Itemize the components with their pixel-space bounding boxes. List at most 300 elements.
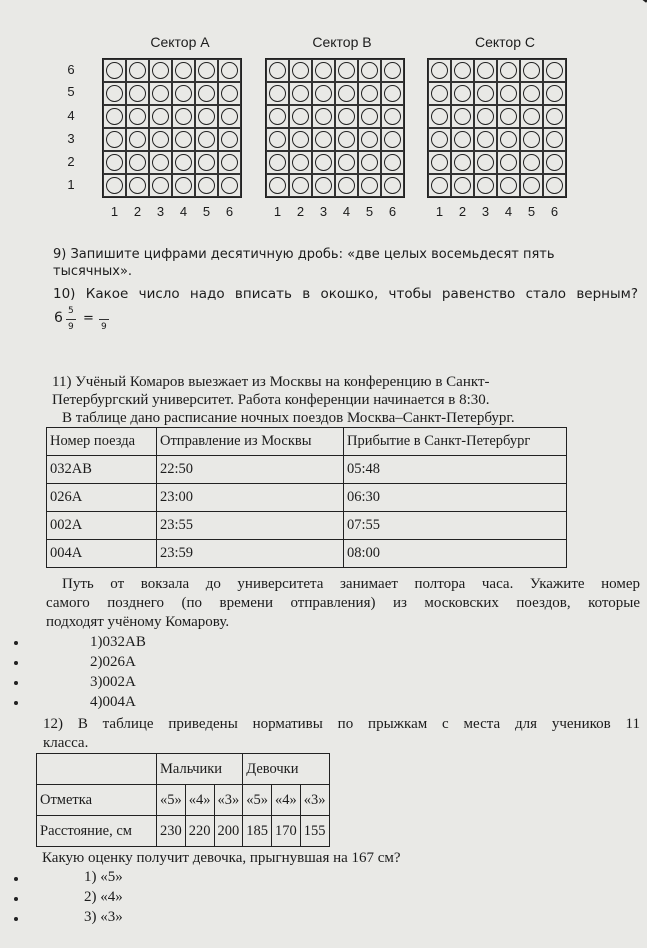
circle-icon <box>500 131 517 148</box>
page-corner-shadow <box>559 0 647 3</box>
mark-cell: «3» <box>300 785 329 816</box>
col-label: 3 <box>319 204 328 219</box>
circle-icon <box>315 154 332 171</box>
header-departure: Отправление из Москвы <box>157 428 344 456</box>
seat-cell <box>149 59 172 82</box>
q11-text-line3: В таблице дано расписание ночных поездов Москва–Санкт-Петербург. <box>62 410 515 426</box>
circle-icon <box>269 108 286 125</box>
departure-time: 23:55 <box>157 512 344 540</box>
circle-icon <box>198 177 215 194</box>
seat-cell <box>520 59 543 82</box>
circle-icon <box>338 177 355 194</box>
row-label-5: 5 <box>67 84 75 99</box>
table-header-row <box>47 428 567 456</box>
col-label: 2 <box>458 204 467 219</box>
seat-cell <box>381 128 404 151</box>
seat-cell <box>358 174 381 197</box>
circle-icon <box>129 108 146 125</box>
circle-icon <box>292 131 309 148</box>
row-label-3: 3 <box>67 131 75 146</box>
circle-icon <box>361 62 378 79</box>
seat-cell <box>335 128 358 151</box>
circle-icon <box>384 177 401 194</box>
seat-cell <box>451 174 474 197</box>
seat-cell <box>103 174 126 197</box>
circle-icon <box>315 177 332 194</box>
seat-cell <box>289 59 312 82</box>
seat-cell <box>312 59 335 82</box>
circle-icon <box>152 131 169 148</box>
seat-cell <box>312 82 335 105</box>
circle-icon <box>546 131 563 148</box>
circle-icon <box>315 85 332 102</box>
seat-cell <box>358 82 381 105</box>
circle-icon <box>221 62 238 79</box>
seat-cell <box>172 59 195 82</box>
seat-cell <box>451 128 474 151</box>
seat-cell <box>381 82 404 105</box>
q10-numerator: 5 <box>68 306 74 316</box>
circle-icon <box>221 108 238 125</box>
seat-cell <box>451 59 474 82</box>
circle-icon <box>361 154 378 171</box>
seat-cell <box>195 151 218 174</box>
seat-cell <box>266 151 289 174</box>
circle-icon <box>431 108 448 125</box>
sector-c-grid <box>427 58 567 198</box>
row-label-4: 4 <box>67 108 75 123</box>
col-label: 1 <box>435 204 444 219</box>
bullet-icon <box>14 661 18 665</box>
circle-icon <box>106 85 123 102</box>
seat-cell <box>358 128 381 151</box>
circle-icon <box>152 154 169 171</box>
q11-text-line1: 11) Учёный Комаров выезжает из Москвы на конференцию в Санкт- <box>52 374 490 390</box>
circle-icon <box>454 177 471 194</box>
circle-icon <box>477 62 494 79</box>
circle-icon <box>523 62 540 79</box>
departure-time: 23:00 <box>157 484 344 512</box>
q12-option-1: 1) «5» <box>84 869 123 885</box>
table-row <box>37 816 330 847</box>
seat-cell <box>543 82 566 105</box>
distance-cell: 220 <box>185 816 214 847</box>
arrival-time: 06:30 <box>344 484 567 512</box>
bullet-icon <box>14 877 18 881</box>
circle-icon <box>129 62 146 79</box>
q11-after-line2: самого позднего (по времени отправления) из московских поездов, которые <box>46 595 640 611</box>
circle-icon <box>175 131 192 148</box>
circle-icon <box>292 85 309 102</box>
circle-icon <box>175 177 192 194</box>
col-label: 1 <box>110 204 119 219</box>
circle-icon <box>175 62 192 79</box>
circle-icon <box>454 85 471 102</box>
mark-cell: «3» <box>214 785 243 816</box>
seat-cell <box>543 151 566 174</box>
distance-cell: 170 <box>272 816 301 847</box>
mark-cell: «4» <box>185 785 214 816</box>
arrival-time: 08:00 <box>344 540 567 568</box>
seat-cell <box>289 105 312 128</box>
seat-cell <box>103 105 126 128</box>
seat-cell <box>543 174 566 197</box>
seat-cell <box>497 59 520 82</box>
seat-cell <box>312 174 335 197</box>
q10-rhs-bar <box>99 319 109 320</box>
q10-rhs-denominator: 9 <box>101 322 107 332</box>
circle-icon <box>292 62 309 79</box>
circle-icon <box>477 131 494 148</box>
col-label: 5 <box>527 204 536 219</box>
seat-cell <box>266 128 289 151</box>
departure-time: 23:59 <box>157 540 344 568</box>
train-number: 026А <box>47 484 157 512</box>
circle-icon <box>384 131 401 148</box>
distance-label: Расстояние, см <box>37 816 157 847</box>
circle-icon <box>500 108 517 125</box>
seat-cell <box>474 59 497 82</box>
circle-icon <box>152 108 169 125</box>
circle-icon <box>338 62 355 79</box>
seat-cell <box>451 151 474 174</box>
mark-cell: «5» <box>157 785 186 816</box>
header-train-number: Номер поезда <box>47 428 157 456</box>
seat-cell <box>335 105 358 128</box>
seat-cell <box>149 128 172 151</box>
circle-icon <box>315 108 332 125</box>
seat-cell <box>543 105 566 128</box>
circle-icon <box>315 131 332 148</box>
col-label: 3 <box>481 204 490 219</box>
q11-option-1: 1)032АВ <box>90 634 146 650</box>
col-label: 2 <box>296 204 305 219</box>
circle-icon <box>106 177 123 194</box>
circle-icon <box>361 85 378 102</box>
circle-icon <box>477 154 494 171</box>
circle-icon <box>500 177 517 194</box>
circle-icon <box>500 62 517 79</box>
seat-cell <box>126 105 149 128</box>
col-label: 6 <box>388 204 397 219</box>
table-row <box>47 456 567 484</box>
seat-cell <box>428 82 451 105</box>
seat-cell <box>381 105 404 128</box>
seat-cell <box>358 105 381 128</box>
col-label: 2 <box>133 204 142 219</box>
circle-icon <box>431 177 448 194</box>
col-label: 3 <box>156 204 165 219</box>
circle-icon <box>106 154 123 171</box>
table-row <box>47 540 567 568</box>
q10-text: 10) Какое число надо вписать в окошко, чтобы равенство стало верным? <box>53 286 638 302</box>
bullet-icon <box>14 641 18 645</box>
circle-icon <box>500 85 517 102</box>
sector-b-title: Сектор B <box>312 34 372 50</box>
distance-cell: 200 <box>214 816 243 847</box>
girls-header: Девочки <box>243 754 329 785</box>
q10-whole: 6 <box>54 310 63 326</box>
circle-icon <box>454 62 471 79</box>
sector-a-grid <box>102 58 242 198</box>
seat-cell <box>428 174 451 197</box>
circle-icon <box>269 131 286 148</box>
seat-cell <box>520 151 543 174</box>
col-label: 6 <box>550 204 559 219</box>
seat-cell <box>497 105 520 128</box>
mark-label: Отметка <box>37 785 157 816</box>
seat-cell <box>497 82 520 105</box>
circle-icon <box>152 177 169 194</box>
seat-cell <box>103 82 126 105</box>
seat-cell <box>172 128 195 151</box>
circle-icon <box>338 85 355 102</box>
circle-icon <box>292 154 309 171</box>
circle-icon <box>431 85 448 102</box>
sector-a-col-labels <box>103 204 241 219</box>
circle-icon <box>152 85 169 102</box>
circle-icon <box>198 154 215 171</box>
seat-cell <box>266 59 289 82</box>
seat-cell <box>126 151 149 174</box>
col-label: 1 <box>273 204 282 219</box>
seat-cell <box>149 151 172 174</box>
seat-cell <box>289 128 312 151</box>
circle-icon <box>431 131 448 148</box>
bullet-icon <box>14 897 18 901</box>
seat-cell <box>381 151 404 174</box>
corner-cell <box>37 754 157 785</box>
seat-cell <box>335 59 358 82</box>
row-label-1: 1 <box>67 177 75 192</box>
col-label: 4 <box>179 204 188 219</box>
circle-icon <box>454 108 471 125</box>
jump-norms-table <box>36 753 330 847</box>
circle-icon <box>175 85 192 102</box>
seat-cell <box>126 128 149 151</box>
circle-icon <box>546 85 563 102</box>
q12-text-line2: класса. <box>43 735 89 751</box>
seat-cell <box>126 174 149 197</box>
seat-cell <box>103 128 126 151</box>
circle-icon <box>292 177 309 194</box>
train-number: 004А <box>47 540 157 568</box>
circle-icon <box>523 108 540 125</box>
circle-icon <box>384 85 401 102</box>
sector-b-col-labels <box>266 204 404 219</box>
seat-cell <box>358 151 381 174</box>
circle-icon <box>477 108 494 125</box>
seat-cell <box>266 174 289 197</box>
circle-icon <box>129 131 146 148</box>
circle-icon <box>221 154 238 171</box>
seat-cell <box>312 151 335 174</box>
circle-icon <box>384 108 401 125</box>
seat-cell <box>520 128 543 151</box>
circle-icon <box>221 177 238 194</box>
mark-cell: «4» <box>272 785 301 816</box>
seat-cell <box>474 128 497 151</box>
seat-cell <box>543 128 566 151</box>
sector-c-title: Сектор C <box>474 34 535 50</box>
q12-option-3: 3) «3» <box>84 909 123 925</box>
circle-icon <box>454 131 471 148</box>
arrival-time: 07:55 <box>344 512 567 540</box>
q11-option-3: 3)002А <box>90 674 136 690</box>
seat-cell <box>195 174 218 197</box>
train-number: 032АВ <box>47 456 157 484</box>
circle-icon <box>106 108 123 125</box>
seat-cell <box>103 59 126 82</box>
circle-icon <box>338 131 355 148</box>
bullet-icon <box>14 701 18 705</box>
table-row <box>47 512 567 540</box>
circle-icon <box>106 131 123 148</box>
seat-cell <box>149 174 172 197</box>
seat-cell <box>312 105 335 128</box>
seat-cell <box>149 82 172 105</box>
bullet-icon <box>14 917 18 921</box>
seat-cell <box>218 82 241 105</box>
seat-cell <box>520 174 543 197</box>
seat-cell <box>218 59 241 82</box>
circle-icon <box>198 62 215 79</box>
seat-cell <box>172 151 195 174</box>
seat-cell <box>289 174 312 197</box>
col-label: 5 <box>202 204 211 219</box>
circle-icon <box>152 62 169 79</box>
seat-cell <box>428 59 451 82</box>
seat-cell <box>335 151 358 174</box>
seat-cell <box>289 151 312 174</box>
col-label: 6 <box>225 204 234 219</box>
circle-icon <box>129 177 146 194</box>
circle-icon <box>269 177 286 194</box>
mark-cell: «5» <box>243 785 272 816</box>
row-label-2: 2 <box>67 154 75 169</box>
table-row <box>37 754 330 785</box>
circle-icon <box>523 177 540 194</box>
q11-after-line3: подходят учёному Комарову. <box>46 614 230 630</box>
seat-cell <box>103 151 126 174</box>
seat-cell <box>520 105 543 128</box>
circle-icon <box>546 154 563 171</box>
seat-cell <box>266 105 289 128</box>
circle-icon <box>315 62 332 79</box>
circle-icon <box>292 108 309 125</box>
circle-icon <box>546 177 563 194</box>
seat-cell <box>218 105 241 128</box>
circle-icon <box>175 154 192 171</box>
distance-cell: 155 <box>300 816 329 847</box>
circle-icon <box>546 62 563 79</box>
seat-cell <box>474 82 497 105</box>
seat-cell <box>358 59 381 82</box>
circle-icon <box>361 131 378 148</box>
circle-icon <box>546 108 563 125</box>
col-label: 4 <box>504 204 513 219</box>
seat-cell <box>172 105 195 128</box>
sector-c-col-labels <box>428 204 566 219</box>
circle-icon <box>523 131 540 148</box>
circle-icon <box>338 154 355 171</box>
seat-cell <box>543 59 566 82</box>
table-row <box>37 785 330 816</box>
seat-cell <box>428 128 451 151</box>
circle-icon <box>431 154 448 171</box>
q11-text-line2: Петербургский университет. Работа конференции начинается в 8:30. <box>52 392 490 408</box>
table-row <box>47 484 567 512</box>
q12-option-2: 2) «4» <box>84 889 123 905</box>
seat-cell <box>195 59 218 82</box>
departure-time: 22:50 <box>157 456 344 484</box>
circle-icon <box>338 108 355 125</box>
q11-option-4: 4)004А <box>90 694 136 710</box>
seat-cell <box>335 174 358 197</box>
seat-cell <box>149 105 172 128</box>
seat-cell <box>451 105 474 128</box>
seat-cell <box>266 82 289 105</box>
bullet-icon <box>14 681 18 685</box>
seat-cell <box>312 128 335 151</box>
circle-icon <box>269 62 286 79</box>
circle-icon <box>477 85 494 102</box>
circle-icon <box>523 154 540 171</box>
seat-cell <box>474 151 497 174</box>
seat-cell <box>218 128 241 151</box>
circle-icon <box>269 154 286 171</box>
seat-cell <box>289 82 312 105</box>
seat-cell <box>126 59 149 82</box>
seat-cell <box>474 174 497 197</box>
circle-icon <box>221 85 238 102</box>
arrival-time: 05:48 <box>344 456 567 484</box>
circle-icon <box>523 85 540 102</box>
circle-icon <box>361 108 378 125</box>
q9-text-line2: тысячных». <box>53 264 133 279</box>
boys-header: Мальчики <box>157 754 243 785</box>
circle-icon <box>129 85 146 102</box>
seat-cell <box>474 105 497 128</box>
seat-cell <box>172 174 195 197</box>
seat-cell <box>218 174 241 197</box>
seat-cell <box>497 174 520 197</box>
q9-text-line1: 9) Запишите цифрами десятичную дробь: «две целых восемьдесят пять <box>53 247 555 262</box>
circle-icon <box>454 154 471 171</box>
sector-b-grid <box>265 58 405 198</box>
seat-cell <box>195 82 218 105</box>
seat-cell <box>195 128 218 151</box>
train-schedule-table <box>46 427 567 568</box>
circle-icon <box>477 177 494 194</box>
seat-cell <box>497 151 520 174</box>
seat-cell <box>218 151 241 174</box>
circle-icon <box>198 131 215 148</box>
seat-cell <box>381 174 404 197</box>
circle-icon <box>175 108 192 125</box>
q11-after-line1: Путь от вокзала до университета занимает полтора часа. Укажите номер <box>62 576 640 592</box>
seat-cell <box>520 82 543 105</box>
seat-cell <box>335 82 358 105</box>
seat-cell <box>126 82 149 105</box>
circle-icon <box>198 85 215 102</box>
row-label-6: 6 <box>67 62 75 77</box>
q10-denominator: 9 <box>68 322 74 332</box>
circle-icon <box>384 62 401 79</box>
sector-a-title: Сектор A <box>150 34 210 50</box>
header-arrival: Прибытие в Санкт-Петербург <box>344 428 567 456</box>
col-label: 5 <box>365 204 374 219</box>
